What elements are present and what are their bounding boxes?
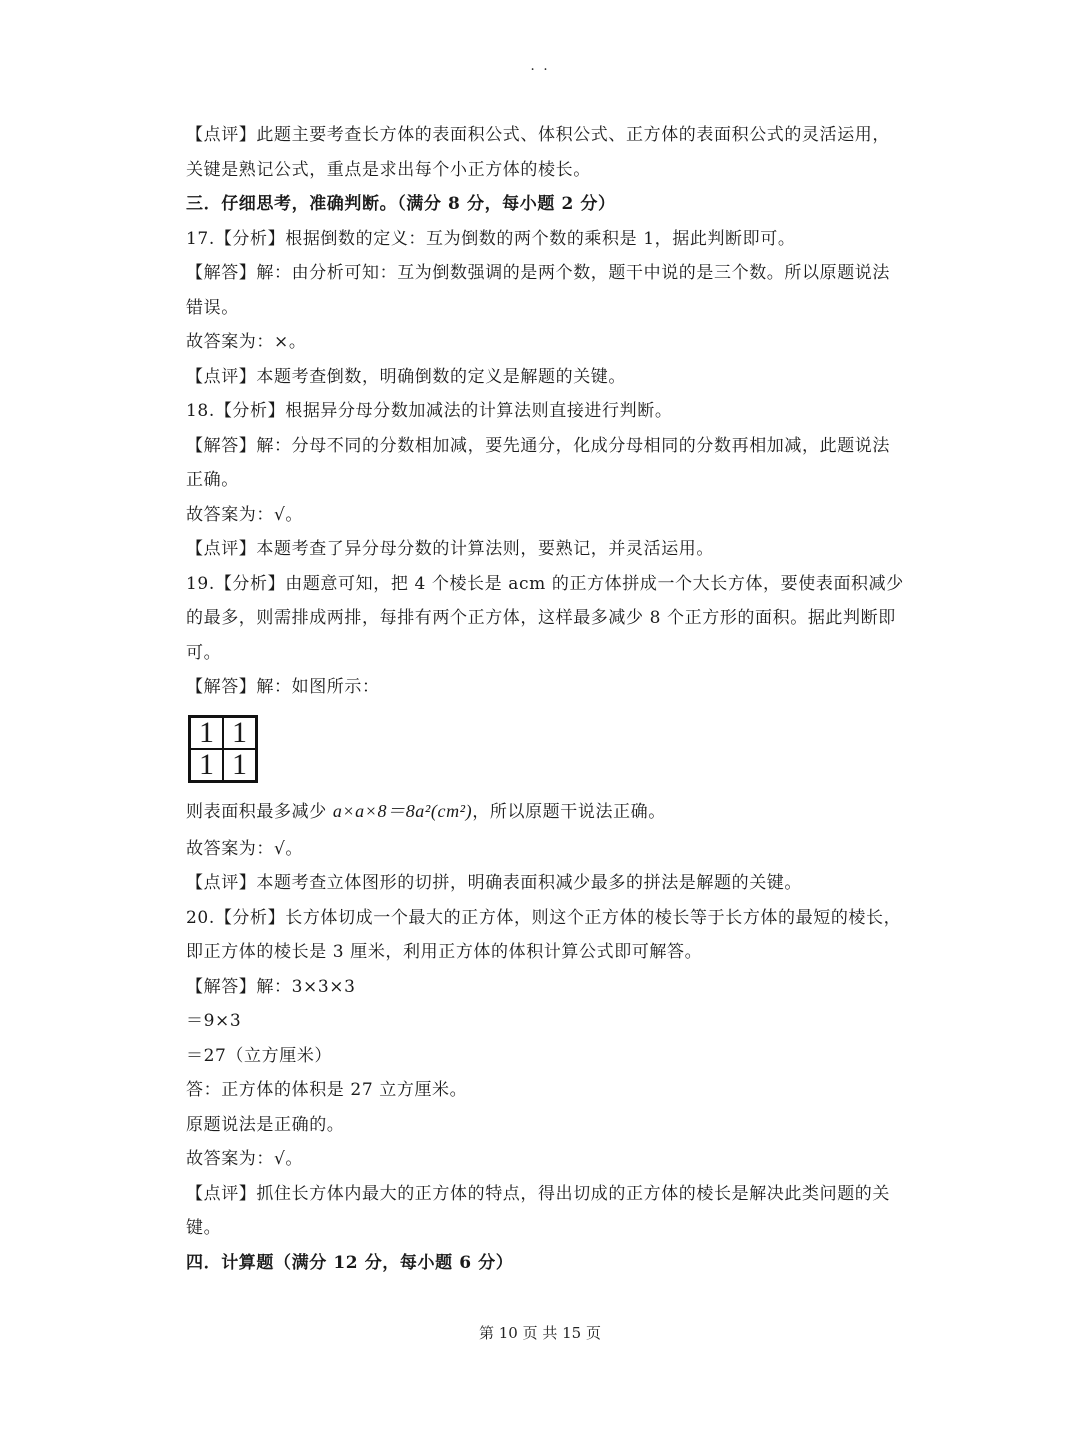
- section-heading: 四．计算题（满分 12 分，每小题 6 分）: [186, 1252, 514, 1273]
- text-line: 【解答】解：3×3×3: [186, 976, 356, 997]
- text-line: 故答案为：√。: [186, 1149, 304, 1169]
- text-line: 原题说法是正确的。: [186, 1114, 345, 1135]
- figure-cell: 1: [190, 717, 223, 749]
- formula-suffix: ，所以原题干说法正确。: [472, 801, 666, 822]
- text-line: 19.【分析】由题意可知，把 4 个棱长是 acm 的正方体拼成一个大长方体，要使表面积减少: [186, 573, 904, 594]
- page-footer: 第 10 页 共 15 页: [478, 1324, 601, 1342]
- text-line: 18.【分析】根据异分母分数加减法的计算法则直接进行判断。: [186, 401, 673, 421]
- text-line: 【点评】本题考查倒数，明确倒数的定义是解题的关键。: [186, 366, 626, 387]
- cube-arrangement-figure: [188, 715, 258, 783]
- text-line: 答：正方体的体积是 27 立方厘米。: [186, 1080, 468, 1100]
- formula-prefix: 则表面积最多减少: [186, 801, 333, 822]
- document-body: [186, 118, 904, 1280]
- header-dots: . .: [530, 58, 550, 74]
- text-line: 【点评】本题考查立体图形的切拼，明确表面积减少最多的拼法是解题的关键。: [186, 873, 802, 893]
- text-line: 【解答】解：由分析可知：互为倒数强调的是两个数，题干中说的是三个数。所以原题说法: [186, 263, 890, 283]
- text-line: 键。: [186, 1218, 222, 1238]
- text-line: 17.【分析】根据倒数的定义：互为倒数的两个数的乘积是 1，据此判断即可。: [186, 228, 796, 249]
- text-line: 可。: [186, 642, 222, 663]
- text-line: 故答案为：√。: [186, 504, 304, 525]
- text-line: 【解答】解：分母不同的分数相加减，要先通分，化成分母相同的分数再相加减，此题说法: [186, 435, 890, 456]
- text-line: 20.【分析】长方体切成一个最大的正方体，则这个正方体的棱长等于长方体的最短的棱长，: [186, 907, 902, 928]
- text-line: 的最多，则需排成两排，每排有两个正方体，这样最多减少 8 个正方形的面积。据此判断即: [186, 608, 896, 628]
- text-line: 【点评】抓住长方体内最大的正方体的特点，得出切成的正方体的棱长是解决此类问题的关: [186, 1183, 890, 1204]
- text-line: 正确。: [186, 470, 239, 490]
- text-line: 【解答】解：如图所示：: [186, 677, 380, 697]
- text-block-before-figure: [186, 118, 904, 705]
- text-line: 故答案为：×。: [186, 332, 307, 352]
- text-line: 关键是熟记公式，重点是求出每个小正方体的棱长。: [186, 159, 591, 180]
- text-line: ＝27（立方厘米）: [186, 1045, 333, 1066]
- figure-cell: 1: [223, 717, 256, 749]
- figure-cell: 1: [190, 749, 223, 781]
- text-block-after-figure: [186, 832, 902, 1281]
- surface-area-formula-line: [186, 791, 898, 832]
- figure-cell: 1: [223, 749, 256, 781]
- formula-math: a×a×8＝8a²(cm²): [332, 800, 473, 821]
- text-line: 故答案为：√。: [186, 838, 304, 859]
- text-line: ＝9×3: [186, 1011, 242, 1031]
- text-line: 【点评】本题考查了异分母分数的计算法则，要熟记，并灵活运用。: [186, 539, 714, 559]
- text-line: 【点评】此题主要考查长方体的表面积公式、体积公式、正方体的表面积公式的灵活运用，: [186, 125, 890, 145]
- section-heading: 三．仔细思考，准确判断。（满分 8 分，每小题 2 分）: [186, 194, 616, 214]
- text-line: 即正方体的棱长是 3 厘米，利用正方体的体积计算公式即可解答。: [186, 942, 703, 962]
- text-line: 错误。: [186, 297, 239, 318]
